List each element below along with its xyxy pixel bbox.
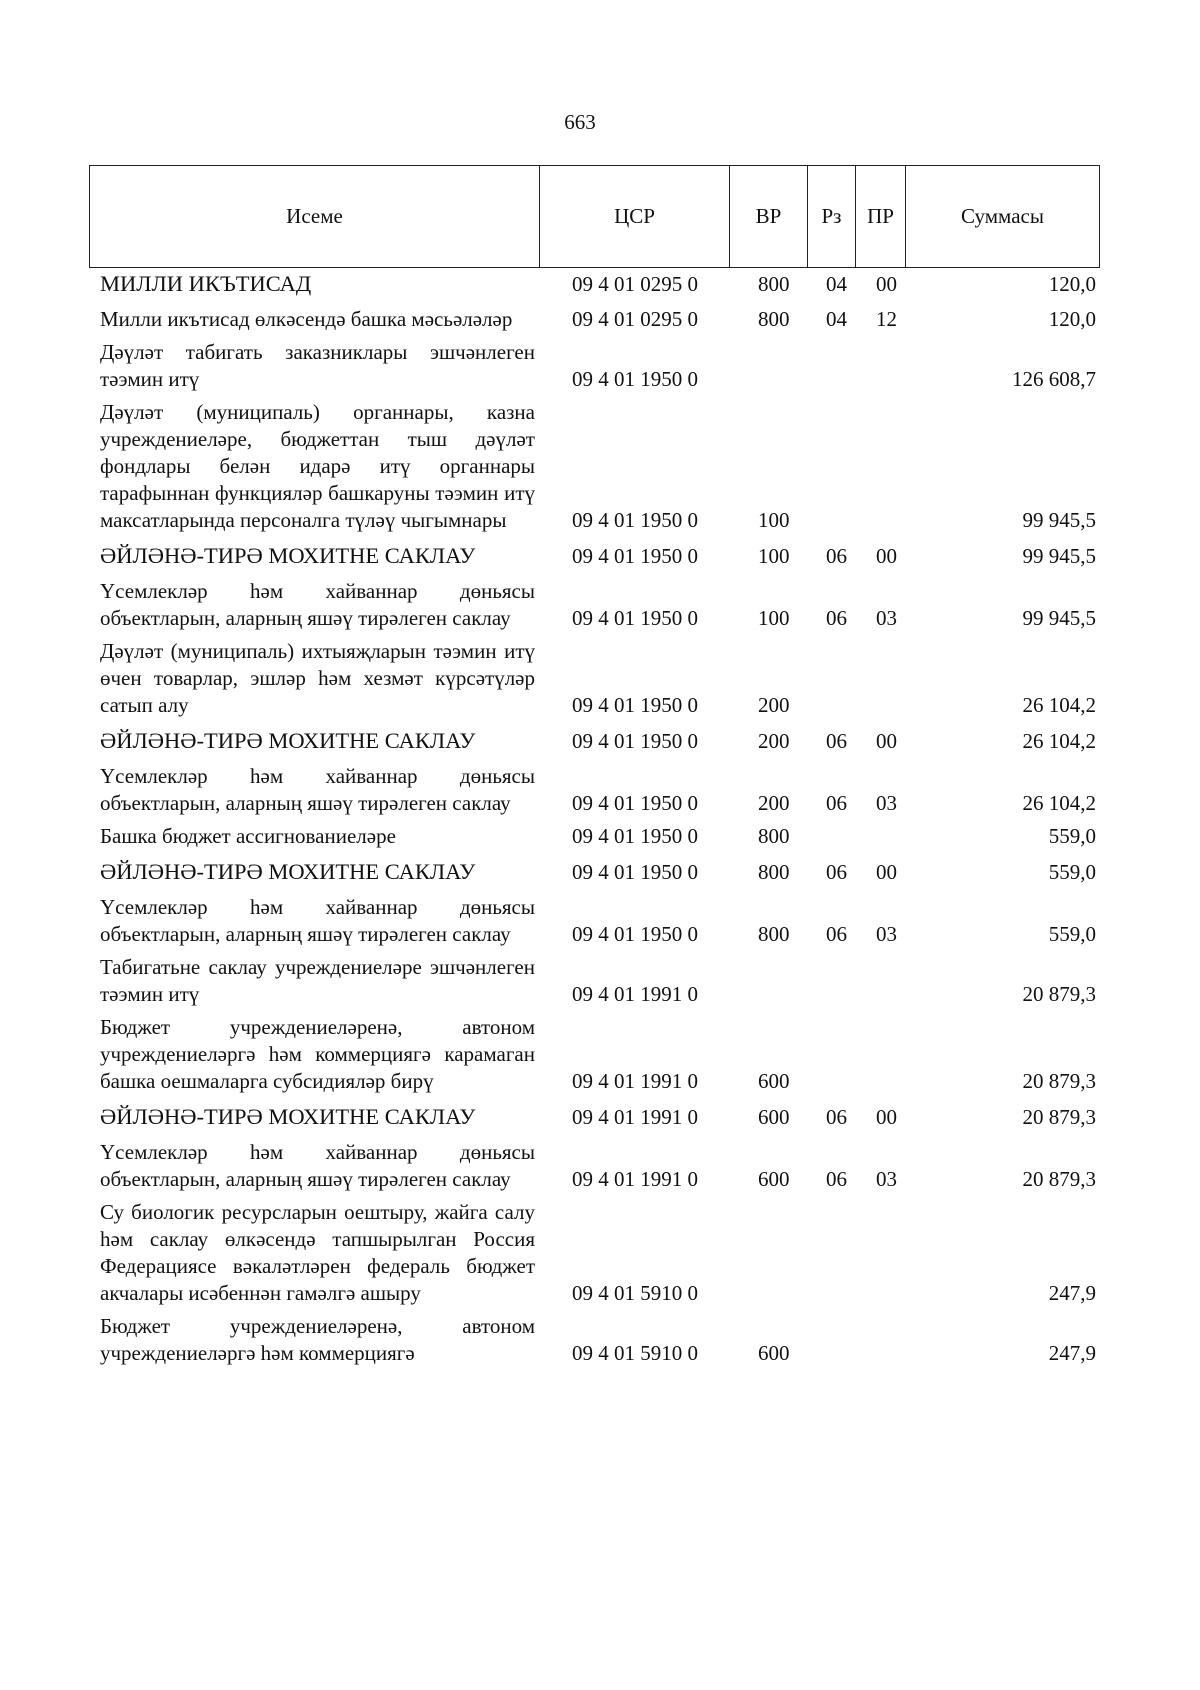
row-pr: 03 — [876, 791, 897, 815]
row-vr: 200 — [758, 791, 790, 815]
row-csr: 09 4 01 1950 0 — [572, 791, 698, 815]
row-csr: 09 4 01 5910 0 — [572, 1341, 698, 1365]
row-rz: 06 — [826, 606, 847, 630]
table-row — [0, 578, 1200, 632]
row-sum: 99 945,5 — [1022, 544, 1096, 568]
row-rz: 04 — [826, 307, 847, 331]
table-body — [0, 268, 1200, 1373]
table-row — [0, 954, 1200, 1008]
column-header-vr: ВР — [730, 166, 808, 268]
page-number: 663 — [564, 110, 596, 134]
row-csr: 09 4 01 1991 0 — [572, 1167, 698, 1191]
row-name: ӘЙЛӘНӘ-ТИРӘ МОХИТНЕ САКЛАУ — [100, 1104, 476, 1129]
column-header-csr: ЦСР — [540, 166, 730, 268]
row-rz: 06 — [826, 544, 847, 568]
row-name: ӘЙЛӘНӘ-ТИРӘ МОХИТНЕ САКЛАУ — [100, 543, 476, 568]
row-sum: 126 608,7 — [1012, 367, 1096, 391]
row-name: Үсемлекләр һәм хайваннар дөньясы объектларын, аларның яшәү тирәлеген саклау — [100, 1140, 535, 1191]
table-row — [0, 339, 1200, 393]
row-sum: 20 879,3 — [1022, 1069, 1096, 1093]
row-rz: 06 — [826, 729, 847, 753]
row-vr: 800 — [758, 860, 790, 884]
row-sum: 20 879,3 — [1022, 982, 1096, 1006]
row-csr: 09 4 01 1991 0 — [572, 1105, 698, 1129]
row-name: Үсемлекләр һәм хайваннар дөньясы объектларын, аларның яшәү тирәлеген саклау — [100, 764, 535, 815]
row-vr: 800 — [758, 307, 790, 331]
row-csr: 09 4 01 1991 0 — [572, 1069, 698, 1093]
row-csr: 09 4 01 1950 0 — [572, 693, 698, 717]
row-pr: 00 — [876, 1105, 897, 1129]
row-sum: 99 945,5 — [1022, 508, 1096, 532]
table-row — [0, 725, 1200, 757]
row-sum: 559,0 — [1048, 860, 1096, 884]
row-pr: 03 — [876, 1167, 897, 1191]
row-sum: 20 879,3 — [1022, 1105, 1096, 1129]
table-row — [0, 1139, 1200, 1193]
row-name: Бюджет учреждениеләренә, автоном учреждениеләргә һәм коммерциягә карамаган башка оешмаларга субсидияләр бирү — [100, 1015, 535, 1093]
row-pr: 03 — [876, 922, 897, 946]
table-row — [0, 268, 1200, 300]
row-sum: 559,0 — [1048, 922, 1096, 946]
row-name: Бюджет учреждениеләренә, автоном учреждениеләргә һәм коммерциягә — [100, 1314, 535, 1365]
column-header-rz: Рз — [808, 166, 856, 268]
table-row — [0, 399, 1200, 534]
row-csr: 09 4 01 0295 0 — [572, 272, 698, 296]
row-name: МИЛЛИ ИКЪТИСАД — [100, 271, 312, 296]
row-name: Дәүләт (муниципаль) органнары, казна учреждениеләре, бюджеттан тыш дәүләт фондлары белән идарә итү органнары тарафыннан функцияләр башкаруны тәэмин итү максатларында персоналга түләү чыгымнары — [100, 400, 535, 532]
row-name: Үсемлекләр һәм хайваннар дөньясы объектларын, аларның яшәү тирәлеген саклау — [100, 579, 535, 630]
row-rz: 06 — [826, 860, 847, 884]
column-header-name: Исеме — [90, 166, 540, 268]
row-csr: 09 4 01 0295 0 — [572, 307, 698, 331]
row-csr: 09 4 01 1950 0 — [572, 367, 698, 391]
row-sum: 20 879,3 — [1022, 1167, 1096, 1191]
row-csr: 09 4 01 5910 0 — [572, 1281, 698, 1305]
row-sum: 120,0 — [1048, 272, 1096, 296]
row-sum: 26 104,2 — [1022, 729, 1096, 753]
row-name: Дәүләт (муниципаль) ихтыяҗларын тәэмин итү өчен товарлар, эшләр һәм хезмәт күрсәтүләр сатып алу — [100, 639, 535, 717]
table-row — [0, 823, 1200, 850]
table-row — [0, 1199, 1200, 1307]
row-csr: 09 4 01 1950 0 — [572, 606, 698, 630]
table-row — [0, 763, 1200, 817]
row-sum: 247,9 — [1048, 1281, 1096, 1305]
column-header-sum: Суммасы — [906, 166, 1100, 268]
row-vr: 100 — [758, 508, 790, 532]
table-row — [0, 1101, 1200, 1133]
row-rz: 04 — [826, 272, 847, 296]
row-sum: 26 104,2 — [1022, 693, 1096, 717]
row-vr: 600 — [758, 1069, 790, 1093]
row-csr: 09 4 01 1950 0 — [572, 922, 698, 946]
row-pr: 03 — [876, 606, 897, 630]
table-row — [0, 856, 1200, 888]
table-row — [0, 1014, 1200, 1095]
table-header — [89, 165, 1100, 268]
row-vr: 600 — [758, 1105, 790, 1129]
row-vr: 600 — [758, 1167, 790, 1191]
row-csr: 09 4 01 1950 0 — [572, 860, 698, 884]
row-csr: 09 4 01 1950 0 — [572, 508, 698, 532]
row-pr: 12 — [876, 307, 897, 331]
row-vr: 800 — [758, 824, 790, 848]
table-row — [0, 638, 1200, 719]
row-name: ӘЙЛӘНӘ-ТИРӘ МОХИТНЕ САКЛАУ — [100, 728, 476, 753]
row-vr: 600 — [758, 1341, 790, 1365]
table-row — [0, 894, 1200, 948]
table-row — [0, 1313, 1200, 1367]
row-vr: 200 — [758, 729, 790, 753]
row-vr: 200 — [758, 693, 790, 717]
row-sum: 26 104,2 — [1022, 791, 1096, 815]
table-row — [0, 306, 1200, 333]
row-pr: 00 — [876, 272, 897, 296]
row-csr: 09 4 01 1950 0 — [572, 729, 698, 753]
row-vr: 800 — [758, 922, 790, 946]
column-header-pr: ПР — [856, 166, 906, 268]
row-name: Үсемлекләр һәм хайваннар дөньясы объектларын, аларның яшәү тирәлеген саклау — [100, 895, 535, 946]
row-name: Башка бюджет ассигнованиеләре — [100, 824, 396, 848]
row-name: Су биологик ресурсларын оештыру, жайга салу һәм саклау өлкәсендә тапшырылган Россия Федерациясе вәкаләтләрен федераль бюджет акчалары исәбеннән гамәлгә ашыру — [100, 1200, 535, 1305]
row-vr: 100 — [758, 544, 790, 568]
row-pr: 00 — [876, 544, 897, 568]
row-vr: 800 — [758, 272, 790, 296]
row-rz: 06 — [826, 1105, 847, 1129]
row-name: Милли икътисад өлкәсендә башка мәсьәләләр — [100, 307, 513, 331]
row-sum: 120,0 — [1048, 307, 1096, 331]
table-row — [0, 540, 1200, 572]
row-pr: 00 — [876, 860, 897, 884]
row-rz: 06 — [826, 791, 847, 815]
row-pr: 00 — [876, 729, 897, 753]
row-csr: 09 4 01 1991 0 — [572, 982, 698, 1006]
row-csr: 09 4 01 1950 0 — [572, 824, 698, 848]
row-vr: 100 — [758, 606, 790, 630]
row-sum: 247,9 — [1048, 1341, 1096, 1365]
row-rz: 06 — [826, 1167, 847, 1191]
row-name: Табигатьне саклау учреждениеләре эшчәнлеген тәэмин итү — [100, 955, 535, 1006]
row-name: Дәүләт табигать заказниклары эшчәнлеген тәэмин итү — [100, 340, 535, 391]
row-sum: 99 945,5 — [1022, 606, 1096, 630]
row-rz: 06 — [826, 922, 847, 946]
row-sum: 559,0 — [1048, 824, 1096, 848]
row-name: ӘЙЛӘНӘ-ТИРӘ МОХИТНЕ САКЛАУ — [100, 859, 476, 884]
row-csr: 09 4 01 1950 0 — [572, 544, 698, 568]
